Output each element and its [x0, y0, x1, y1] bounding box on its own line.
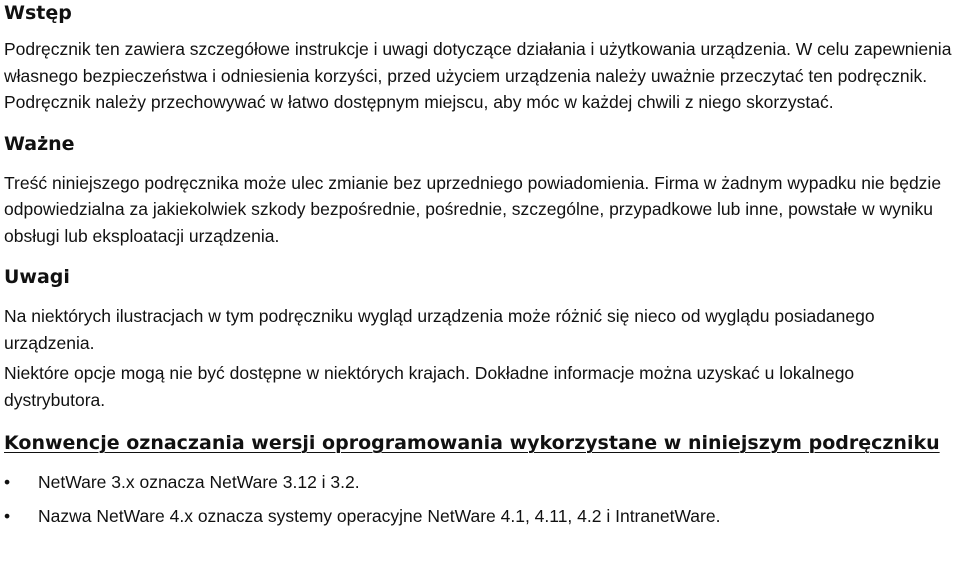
section-title-wazne: Ważne	[4, 132, 75, 155]
list-item	[4, 469, 955, 496]
document-page	[4, 0, 955, 536]
list-item	[4, 503, 955, 530]
section-title-wstep: Wstęp	[4, 2, 72, 24]
list-item-text: NetWare 3.x oznacza NetWare 3.12 i 3.2.	[38, 472, 360, 492]
section-title-konwencje: Konwencje oznaczania wersji oprogramowania wykorzystane w niniejszym podręczniku	[4, 432, 940, 454]
section-paragraph-wazne: Treść niniejszego podręcznika może ulec zmianie bez uprzedniego powiadomienia. Firma w żadnym wypadku nie będzie odpowiedzialna za jakiekolwiek szkody bezpośrednie, pośrednie, szczególne, przypadkowe lub inne, powstałe w wyniku obsługi lub eksploatacji urządzenia.	[4, 172, 942, 246]
section-title-uwagi: Uwagi	[4, 266, 70, 288]
section-paragraph-uwagi-2: Niektóre opcje mogą nie być dostępne w niektórych krajach. Dokładne informacje można uzyskać u lokalnego dystrybutora.	[4, 363, 855, 410]
section-paragraph-wstep: Podręcznik ten zawiera szczegółowe instrukcje i uwagi dotyczące działania i użytkowania urządzenia. W celu zapewnienia własnego bezpieczeństwa i odniesienia korzyści, przed użyciem urządzenia należy uważnie przeczytać ten podręcznik. Podręcznik należy przechowywać w łatwo dostępnym miejscu, aby móc w każdej chwili z niego skorzystać.	[4, 39, 952, 112]
bullet-list-konwencje	[4, 469, 955, 529]
bullet-icon: •	[4, 472, 11, 492]
section-paragraph-uwagi-1: Na niektórych ilustracjach w tym podręczniku wygląd urządzenia może różnić się nieco od wyglądu posiadanego urządzenia.	[4, 306, 875, 353]
bullet-icon: •	[4, 505, 11, 526]
list-item-text: Nazwa NetWare 4.x oznacza systemy operacyjne NetWare 4.1, 4.11, 4.2 i IntranetWare.	[38, 505, 721, 526]
